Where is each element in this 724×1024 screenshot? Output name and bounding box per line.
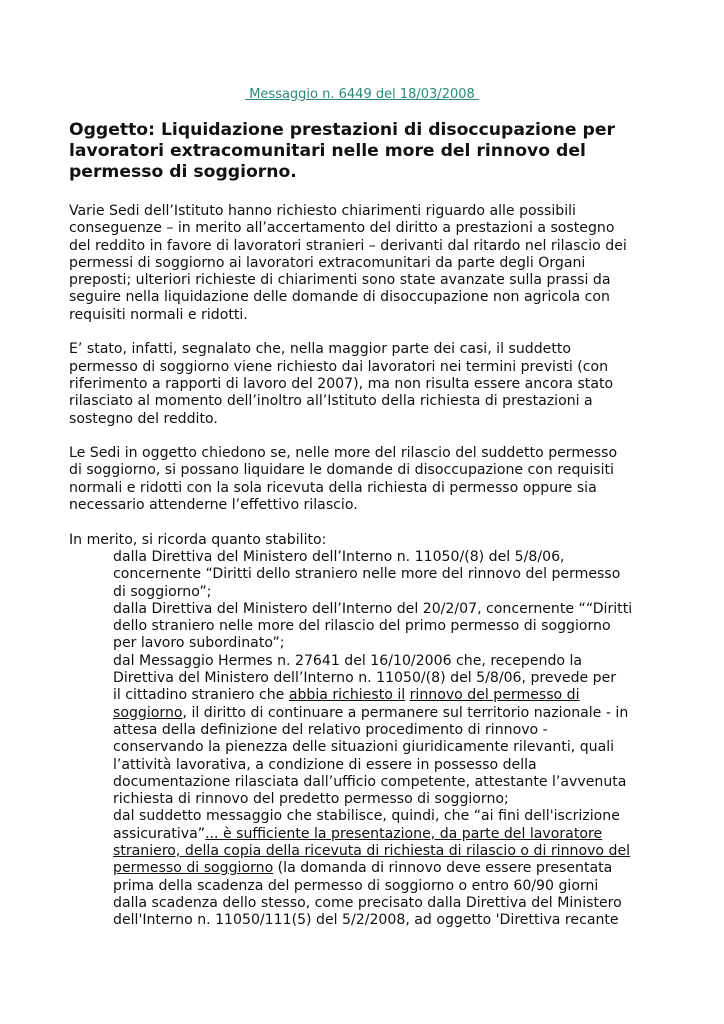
- underlined-text: ... è sufficiente la presentazione, da parte del lavoratore: [205, 825, 603, 842]
- text-fragment: il cittadino straniero che: [113, 687, 289, 704]
- paragraph-3: [69, 445, 669, 514]
- underlined-text: rinnovo del permesso di: [409, 687, 580, 704]
- list-item: [113, 601, 669, 653]
- text-line: sostegno del reddito.: [69, 410, 218, 427]
- text-line: normali e ridotti con la sola ricevuta della richiesta di permesso oppure sia: [69, 479, 597, 496]
- text-line: rilasciato al momento dell’inoltro all’Istituto della richiesta di prestazioni a: [69, 393, 593, 410]
- text-line: In merito, si ricorda quanto stabilito:: [69, 531, 327, 548]
- text-line: dell'Interno n. 11050/111(5) del 5/2/2008, ad oggetto 'Direttiva recante: [113, 912, 619, 929]
- title-line: permesso di soggiorno.: [69, 162, 297, 182]
- text-line: prima della scadenza del permesso di soggiorno o entro 60/90 giorni: [113, 877, 599, 894]
- text-line: [113, 860, 669, 877]
- text-line: Direttiva del Ministero dell’Interno n. 11050/(8) del 5/8/06, prevede per: [113, 670, 617, 687]
- text-line: dalla scadenza dello stesso, come precisato dalla Direttiva del Ministero: [113, 894, 622, 911]
- text-line: dello straniero nelle more del rilascio del primo permesso di soggiorno: [113, 618, 611, 635]
- reference-list: [113, 549, 669, 930]
- text-line: permesso di soggiorno viene richiesto dai lavoratori nei termini previsti (con: [69, 358, 609, 375]
- text-fragment: (la domanda di rinnovo deve essere presentata: [273, 860, 613, 877]
- document-title: [69, 120, 659, 183]
- text-line: requisiti normali e ridotti.: [69, 306, 248, 323]
- paragraph-1: [69, 203, 669, 324]
- text-line: Le Sedi in oggetto chiedono se, nelle more del rilascio del suddetto permesso: [69, 445, 618, 462]
- message-reference-text: Messaggio n. 6449 del 18/03/2008: [249, 87, 475, 102]
- text-line: [113, 705, 669, 722]
- message-reference-link[interactable]: [0, 87, 724, 102]
- title-line: Oggetto: Liquidazione prestazioni di disoccupazione per: [69, 120, 615, 140]
- text-fragment: , il diritto di continuare a permanere sul territorio nazionale - in: [182, 704, 629, 721]
- document-body: [69, 203, 669, 929]
- text-line: E’ stato, infatti, segnalato che, nella maggior parte dei casi, il suddetto: [69, 341, 571, 358]
- list-item: [113, 653, 669, 809]
- text-line: concernente “Diritti dello straniero nelle more del rinnovo del permesso: [113, 566, 621, 583]
- text-line: dalla Direttiva del Ministero dell’Interno n. 11050/(8) del 5/8/06,: [113, 548, 565, 565]
- underlined-text: straniero, della copia della ricevuta di richiesta di rilascio o di rinnovo del: [113, 842, 631, 859]
- text-line: del reddito in favore di lavoratori stranieri – derivanti dal ritardo nel rilascio dei: [69, 237, 627, 254]
- list-item: [113, 808, 669, 929]
- text-line: dalla Direttiva del Ministero dell’Interno del 20/2/07, concernente ““Diritti: [113, 600, 633, 617]
- paragraph-4-intro: [69, 532, 669, 549]
- list-item: [113, 549, 669, 601]
- text-line: richiesta di rinnovo del predetto permesso di soggiorno;: [113, 791, 509, 808]
- text-fragment: assicurativa”: [113, 825, 206, 842]
- text-line: conservando la pienezza delle situazioni giuridicamente rilevanti, quali: [113, 739, 615, 756]
- text-line: riferimento a rapporti di lavoro del 2007), ma non risulta essere ancora stato: [69, 375, 614, 392]
- text-line: seguire nella liquidazione delle domande di disoccupazione non agricola con: [69, 289, 610, 306]
- text-line: [113, 826, 669, 843]
- paragraph-2: [69, 341, 669, 427]
- text-line: permessi di soggiorno ai lavoratori extracomunitari da parte degli Organi: [69, 254, 586, 271]
- title-line: lavoratori extracomunitari nelle more del rinnovo del: [69, 141, 586, 161]
- text-line: dal Messaggio Hermes n. 27641 del 16/10/2006 che, recependo la: [113, 652, 583, 669]
- underlined-text: permesso di soggiorno: [113, 860, 274, 877]
- text-line: l’attività lavorativa, a condizione di essere in possesso della: [113, 756, 537, 773]
- text-line: [113, 843, 669, 860]
- text-line: Varie Sedi dell’Istituto hanno richiesto chiarimenti riguardo alle possibili: [69, 203, 576, 219]
- text-line: preposti; ulteriori richieste di chiarimenti sono state avanzate sulla prassi da: [69, 272, 611, 289]
- text-line: documentazione rilasciata dall’ufficio competente, attestante l’avvenuta: [113, 773, 627, 790]
- text-line: conseguenze – in merito all’accertamento del diritto a prestazioni a sostegno: [69, 220, 615, 237]
- underlined-text: soggiorno: [113, 704, 183, 721]
- text-line: di soggiorno, si possano liquidare le domande di disoccupazione con requisiti: [69, 462, 614, 479]
- text-line: [113, 687, 669, 704]
- text-line: dal suddetto messaggio che stabilisce, quindi, che “ai fini dell'iscrizione: [113, 808, 620, 825]
- text-line: necessario attenderne l’effettivo rilascio.: [69, 497, 358, 514]
- underlined-text: abbia richiesto il: [288, 687, 406, 704]
- text-line: per lavoro subordinato”;: [113, 635, 285, 652]
- text-line: di soggiorno”;: [113, 583, 212, 600]
- text-line: attesa della definizione del relativo procedimento di rinnovo -: [113, 721, 548, 738]
